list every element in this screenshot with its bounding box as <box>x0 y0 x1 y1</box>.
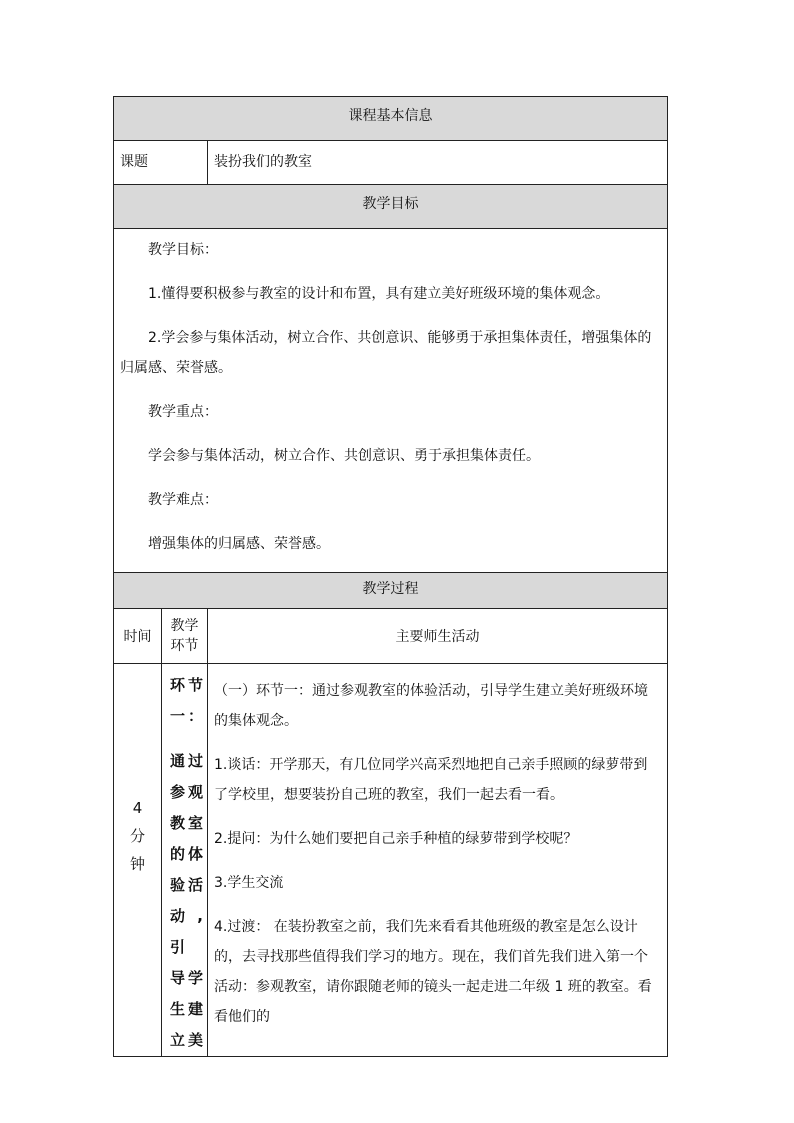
objectives-paragraph: 2.学会参与集体活动，树立合作、共创意识、能够勇于承担集体责任，增强集体的归属感、荣誉感。 <box>120 330 652 376</box>
step-line: 教室 <box>170 814 203 832</box>
step-line: 动,引 <box>170 907 203 956</box>
time-unit: 分 <box>129 827 145 845</box>
time-value: 4 <box>132 799 143 817</box>
activity-paragraph: 3.学生交流 <box>214 875 284 891</box>
col-time-header: 时间 <box>114 609 162 664</box>
col-step-line: 环节 <box>170 638 199 654</box>
col-step-header <box>162 609 208 664</box>
step-cell <box>162 664 208 1057</box>
step-line: 一： <box>170 707 203 725</box>
step-line: 验活 <box>170 876 203 894</box>
activity-paragraph: 2.提问：为什么她们要把自己亲手种植的绿萝带到学校呢？ <box>214 831 578 847</box>
key-points-text: 学会参与集体活动，树立合作、共创意识、勇于承担集体责任。 <box>148 448 540 464</box>
time-cell <box>114 664 162 1057</box>
lesson-plan-page <box>113 96 667 1049</box>
topic-value: 装扮我们的教室 <box>208 141 668 185</box>
step-line: 的体 <box>170 845 203 863</box>
process-header: 教学过程 <box>114 573 668 609</box>
topic-label: 课题 <box>114 141 208 185</box>
objectives-paragraph: 教学目标： <box>148 242 218 258</box>
objectives-body <box>114 229 668 573</box>
step-line: 生建 <box>170 1000 203 1018</box>
difficulties-label: 教学难点： <box>148 492 218 508</box>
step-line: 立美 <box>170 1031 203 1049</box>
step-line: 环节 <box>170 676 203 694</box>
step-line: 通过 <box>170 752 203 770</box>
time-unit: 钟 <box>129 855 145 873</box>
activity-paragraph: （一）环节一：通过参观教室的体验活动，引导学生建立美好班级环境的集体观念。 <box>214 683 648 729</box>
activity-paragraph: 1.谈话：开学那天，有几位同学兴高采烈地把自己亲手照顾的绿萝带到了学校里，想要装扮自己班的教室，我们一起去看一看。 <box>214 757 648 803</box>
key-points-label: 教学重点： <box>148 404 218 420</box>
activity-paragraph: 4.过渡： 在装扮教室之前，我们先来看看其他班级的教室是怎么设计的，去寻找那些值得我们学习的地方。现在，我们首先我们进入第一个活动：参观教室，请你跟随老师的镜头一起走进二年级 1 班的教室。看看他们的 <box>214 919 652 1025</box>
col-step-line: 教学 <box>170 618 199 634</box>
basic-info-header: 课程基本信息 <box>114 97 668 141</box>
activity-cell <box>208 664 668 1057</box>
step-line: 参观 <box>170 783 203 801</box>
col-activity-header: 主要师生活动 <box>208 609 668 664</box>
objectives-paragraph: 1.懂得要积极参与教室的设计和布置，具有建立美好班级环境的集体观念。 <box>148 286 610 302</box>
difficulties-text: 增强集体的归属感、荣誉感。 <box>148 536 330 552</box>
step-line: 导学 <box>170 969 203 987</box>
objectives-header: 教学目标 <box>114 185 668 229</box>
lesson-plan-table <box>113 96 668 1057</box>
